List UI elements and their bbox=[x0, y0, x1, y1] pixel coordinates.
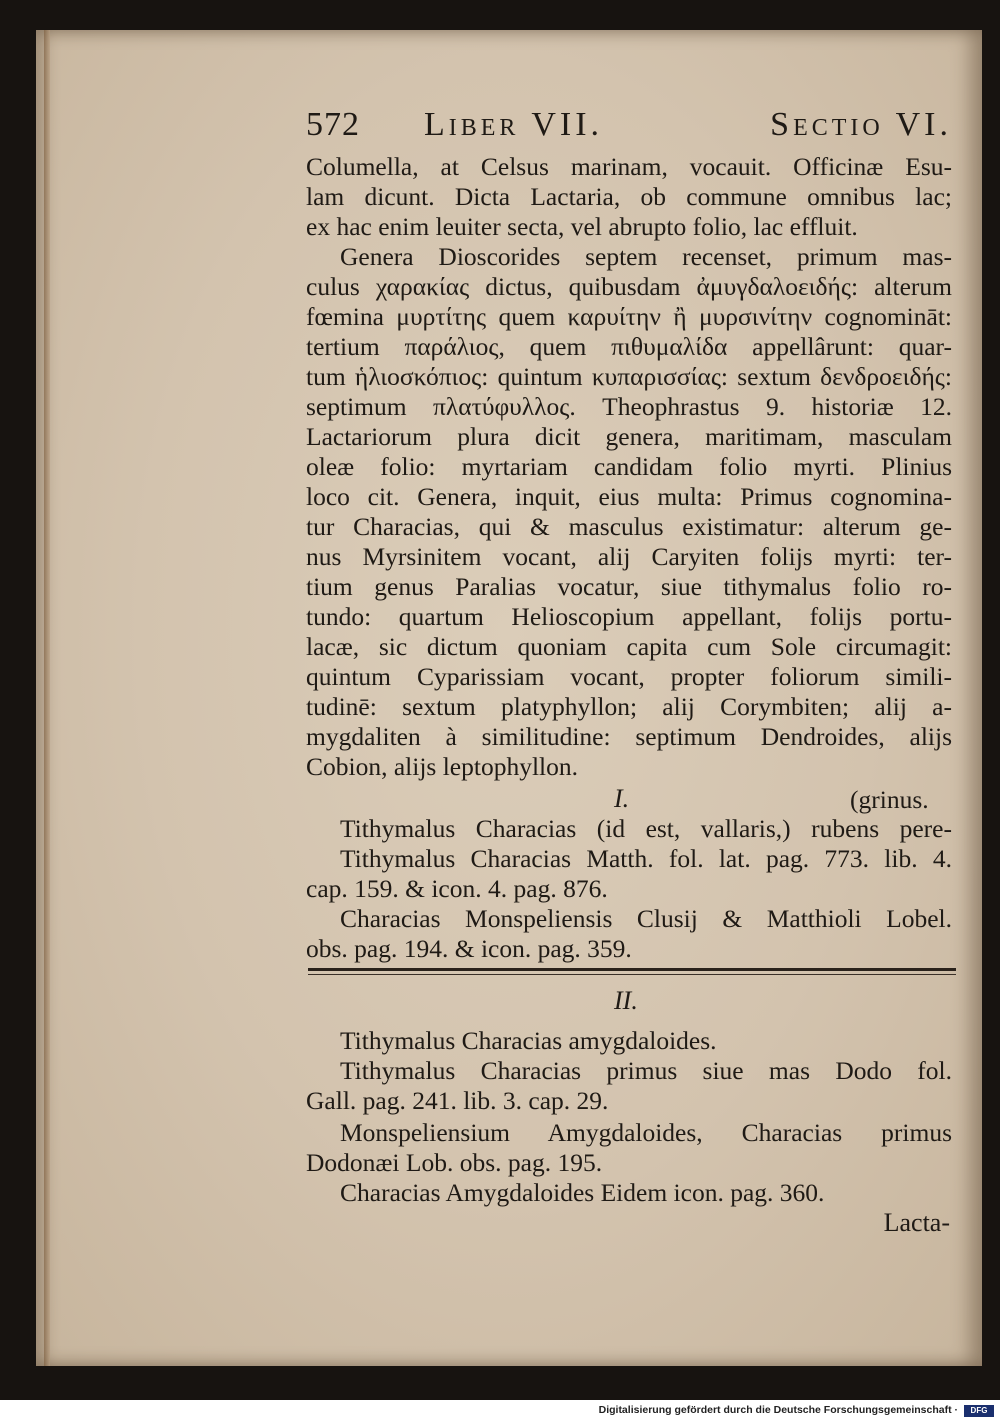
section-1-numeral: I. bbox=[614, 784, 630, 813]
text-line: tur Characias, qui & masculus existimatur: alterum ge- bbox=[306, 512, 952, 541]
synonym-line: Tithymalus Characias Matth. fol. lat. pag. 773. lib. 4. bbox=[340, 844, 952, 873]
synonym-line: Characias Monspeliensis Clusij & Matthioli Lobel. bbox=[340, 904, 952, 933]
text-line: tium genus Paralias vocatur, siue tithymalus folio ro- bbox=[306, 572, 952, 601]
divider-rule-thin bbox=[308, 974, 956, 975]
text-line: mygdaliten à similitudine: septimum Dendroides, alijs bbox=[306, 722, 952, 751]
synonym-line: Dodonæi Lob. obs. pag. 195. bbox=[306, 1148, 603, 1177]
running-head bbox=[306, 106, 952, 150]
footer-bar bbox=[0, 1400, 1000, 1423]
text-line: tum ἡλιοσκόπιος: quintum κυπαρισσίας: sextum δενδροειδής: bbox=[306, 362, 952, 391]
text-line: Lactariorum plura dicit genera, maritimam, masculam bbox=[306, 422, 952, 451]
catchword: Lacta- bbox=[883, 1208, 950, 1237]
page-number: 572 bbox=[306, 106, 360, 143]
text-line: loco cit. Genera, inquit, eius multa: Primus cognomina- bbox=[306, 482, 952, 511]
section-2-numeral: II. bbox=[614, 986, 638, 1015]
text-line: tudinē: sextum platyphyllon; alij Corymbiten; alij a- bbox=[306, 692, 952, 721]
synonym-line: cap. 159. & icon. 4. pag. 876. bbox=[306, 874, 608, 903]
divider-rule bbox=[308, 968, 956, 971]
text-line: nus Myrsinitem vocant, alij Caryiten folijs myrti: ter- bbox=[306, 542, 952, 571]
text-line: quintum Cyparissiam vocant, propter foliorum simili- bbox=[306, 662, 952, 691]
synonym-line: obs. pag. 194. & icon. pag. 359. bbox=[306, 934, 632, 963]
synonym-line: Gall. pag. 241. lib. 3. cap. 29. bbox=[306, 1086, 609, 1115]
text-line: lam dicunt. Dicta Lactaria, ob commune omnibus lac; bbox=[306, 182, 952, 211]
text-line: septimum πλατύφυλλος. Theophrastus 9. historiæ 12. bbox=[306, 392, 952, 421]
synonym-line: Tithymalus Characias primus siue mas Dodo fol. bbox=[340, 1056, 952, 1085]
text-line: tertium παράλιος, quem πιθυμαλίδα appellârunt: quar- bbox=[306, 332, 952, 361]
text-line: fœmina μυρτίτης quem καρυίτην ἢ μυρσινίτην cognomināt: bbox=[306, 302, 952, 331]
text-line: lacæ, sic dictum quoniam capita cum Sole circumagit: bbox=[306, 632, 952, 661]
head-liber: Liber VII. bbox=[424, 106, 604, 143]
digitization-credit: Digitalisierung gefördert durch die Deutsche Forschungsgemeinschaft · bbox=[598, 1404, 958, 1416]
text-line: Cobion, alijs leptophyllon. bbox=[306, 752, 578, 781]
text-line: Genera Dioscorides septem recenset, primum mas- bbox=[340, 242, 952, 271]
text-line: tundo: quartum Helioscopium appellant, folijs portu- bbox=[306, 602, 952, 631]
text-line: Columella, at Celsus marinam, vocauit. Officinæ Esu- bbox=[306, 152, 952, 181]
text-line: oleæ folio: myrtariam candidam folio myrti. Plinius bbox=[306, 452, 952, 481]
dfg-logo: DFG bbox=[964, 1405, 994, 1417]
synonym-line: Tithymalus Characias (id est, vallaris,) rubens pere- bbox=[340, 814, 952, 843]
synonym-line: Characias Amygdaloides Eidem icon. pag. 360. bbox=[340, 1178, 825, 1207]
text-line: ex hac enim leuiter secta, vel abrupto folio, lac effluit. bbox=[306, 212, 858, 241]
text-line: culus χαρακίας dictus, quibusdam ἀμυγδαλοειδής: alterum bbox=[306, 272, 952, 301]
head-sectio: Sectio VI. bbox=[770, 106, 952, 143]
section-1-overflow: (grinus. bbox=[850, 785, 929, 814]
synonym-line: Monspeliensium Amygdaloides, Characias primus bbox=[340, 1118, 952, 1147]
synonym-line: Tithymalus Characias amygdaloides. bbox=[340, 1026, 717, 1055]
